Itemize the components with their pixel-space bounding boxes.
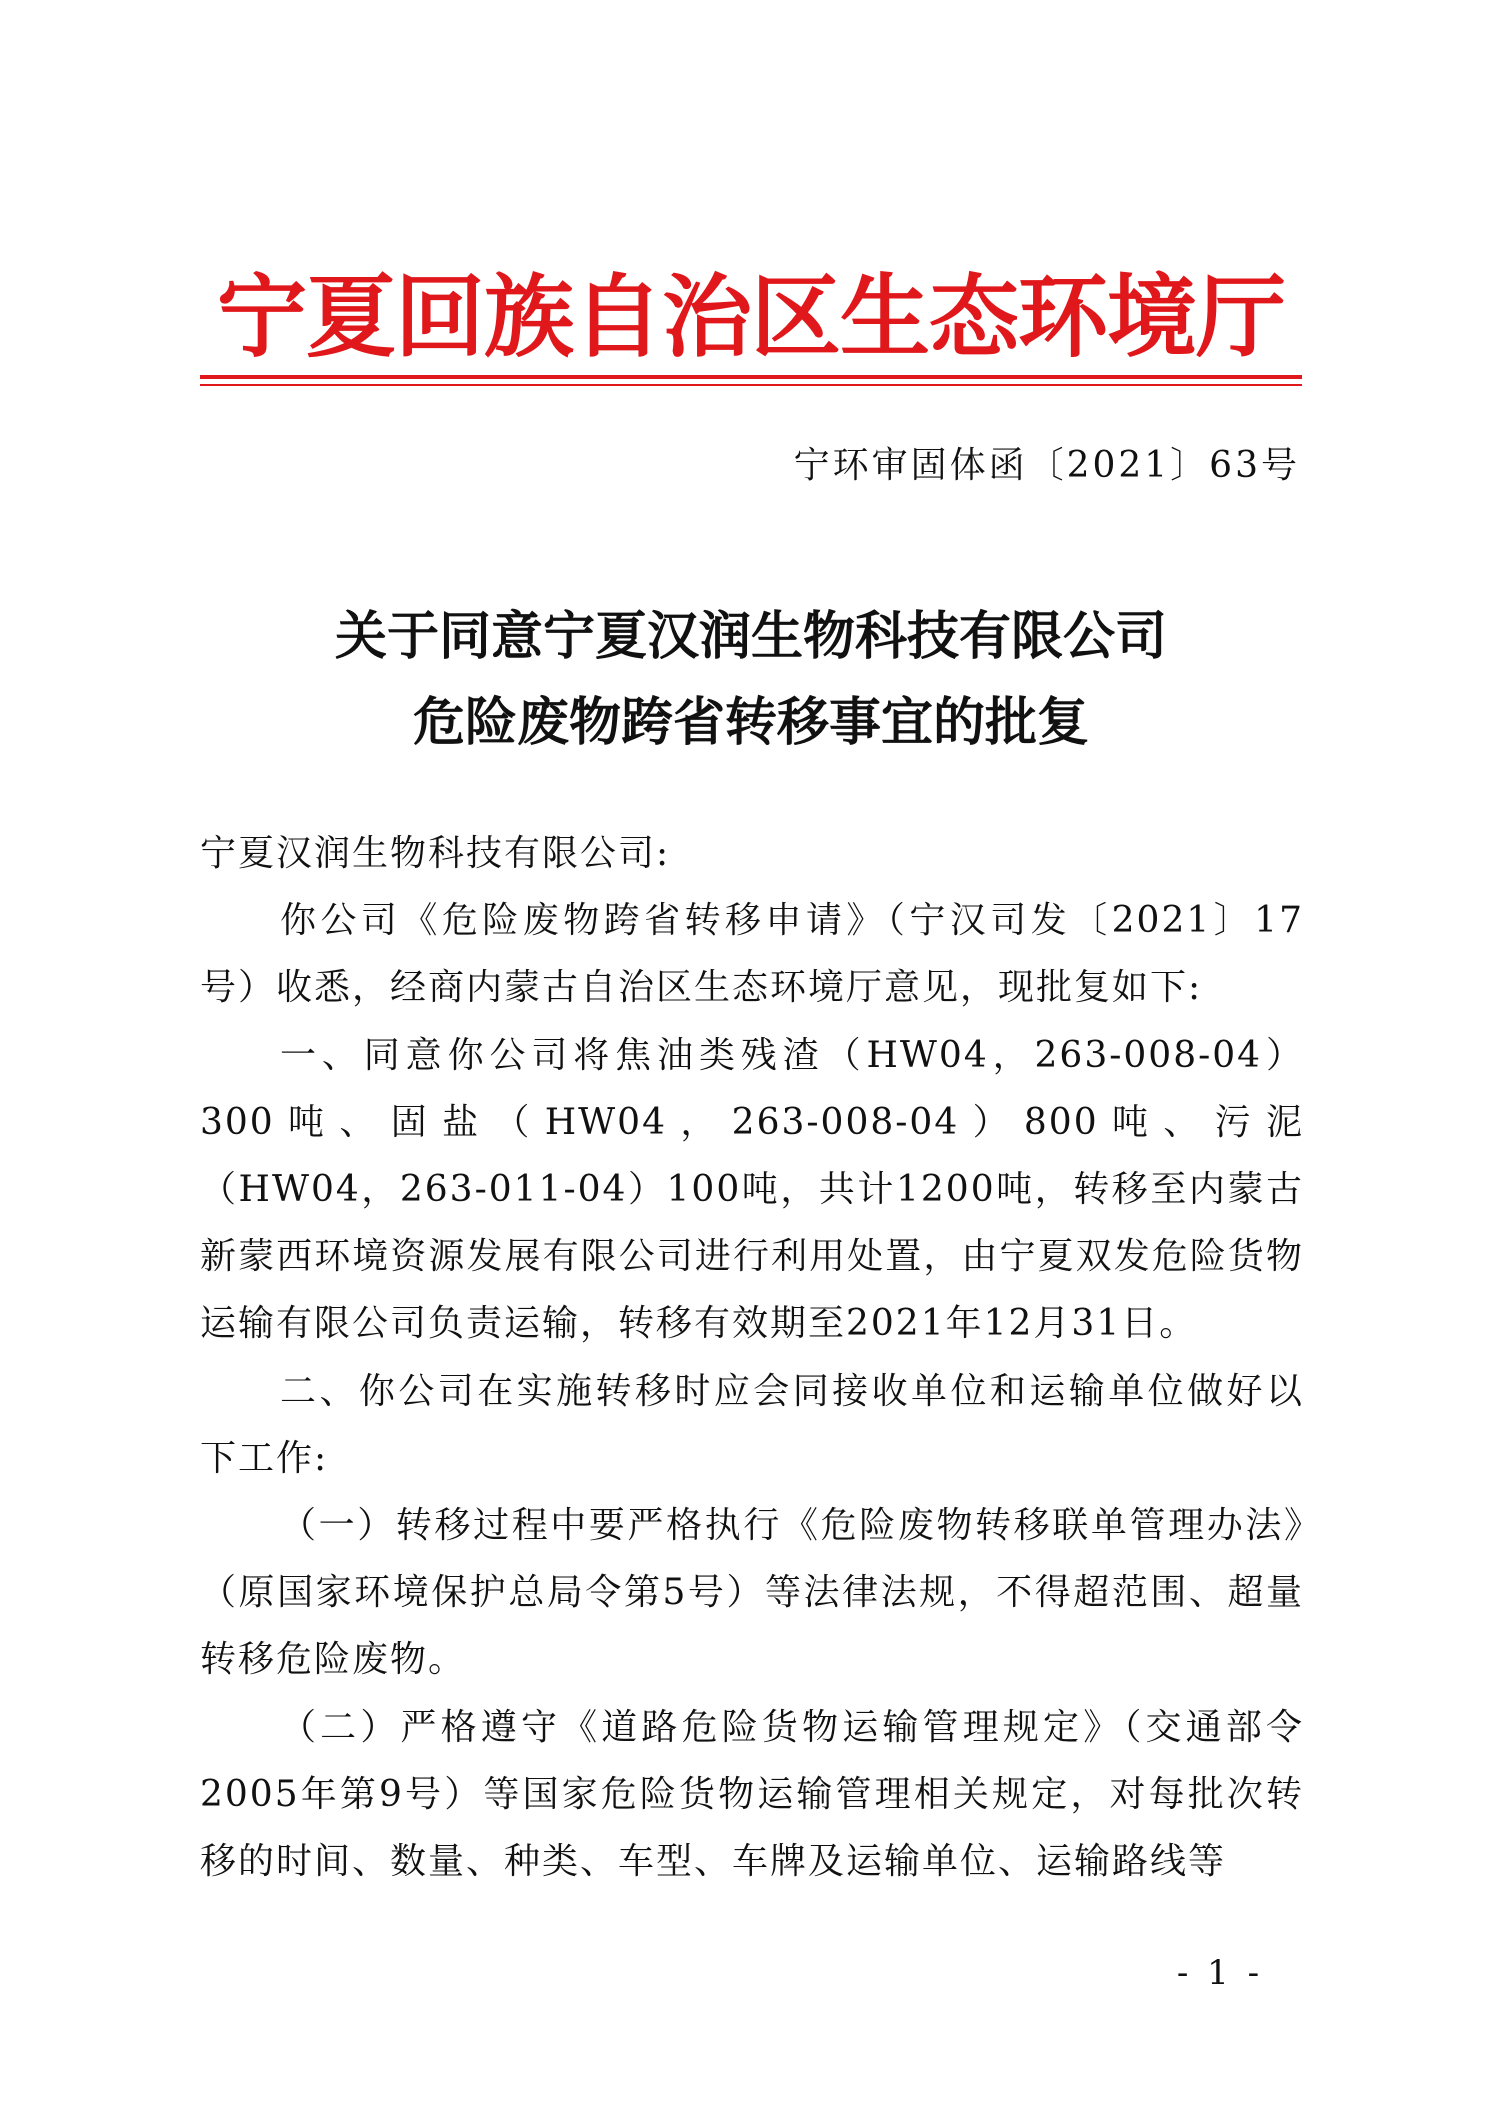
- paragraph-subitem-1: （一）转移过程中要严格执行《危险废物转移联单管理办法》（原国家环境保护总局令第5号）等法律法规，不得超范围、超量转移危险废物。: [200, 1505, 1304, 1681]
- document-body: [200, 820, 1304, 1895]
- paragraph-receipt: 你公司《危险废物跨省转移申请》（宁汉司发〔2021〕17号）收悉，经商内蒙古自治区生态环境厅意见，现批复如下:: [200, 900, 1304, 1009]
- page-number: - 1 -: [1176, 1953, 1264, 1993]
- salutation: 宁夏汉润生物科技有限公司:: [200, 833, 671, 874]
- document-number: 宁环审固体函〔2021〕63号: [793, 445, 1300, 486]
- paragraph-subitem-2: （二）严格遵守《道路危险货物运输管理规定》（交通部令2005年第9号）等国家危险货物运输管理相关规定，对每批次转移的时间、数量、种类、车型、车牌及运输单位、运输路线等: [200, 1706, 1304, 1883]
- title-line-2: 危险废物跨省转移事宜的批复: [412, 692, 1089, 753]
- paragraph-item-2: 二、你公司在实施转移时应会同接收单位和运输单位做好以下工作:: [200, 1370, 1304, 1479]
- title-line-1: 关于同意宁夏汉润生物科技有限公司: [334, 606, 1167, 667]
- document-title: [200, 594, 1302, 766]
- masthead-red-rule-thick: [200, 375, 1302, 379]
- masthead-red-rule-thin: [200, 384, 1302, 386]
- paragraph-item-1: 一、同意你公司将焦油类残渣（HW04，263-008-04）300吨、固盐（HW04，263-008-04）800吨、污泥（HW04，263-011-04）100吨，共计1200吨，转移至内蒙古新蒙西环境资源发展有限公司进行利用处置，由宁夏双发危险货物运输有限公司负责运输，转移有效期至2021年12月31日。: [200, 1034, 1304, 1345]
- agency-masthead: 宁夏回族自治区生态环境厅: [217, 264, 1285, 370]
